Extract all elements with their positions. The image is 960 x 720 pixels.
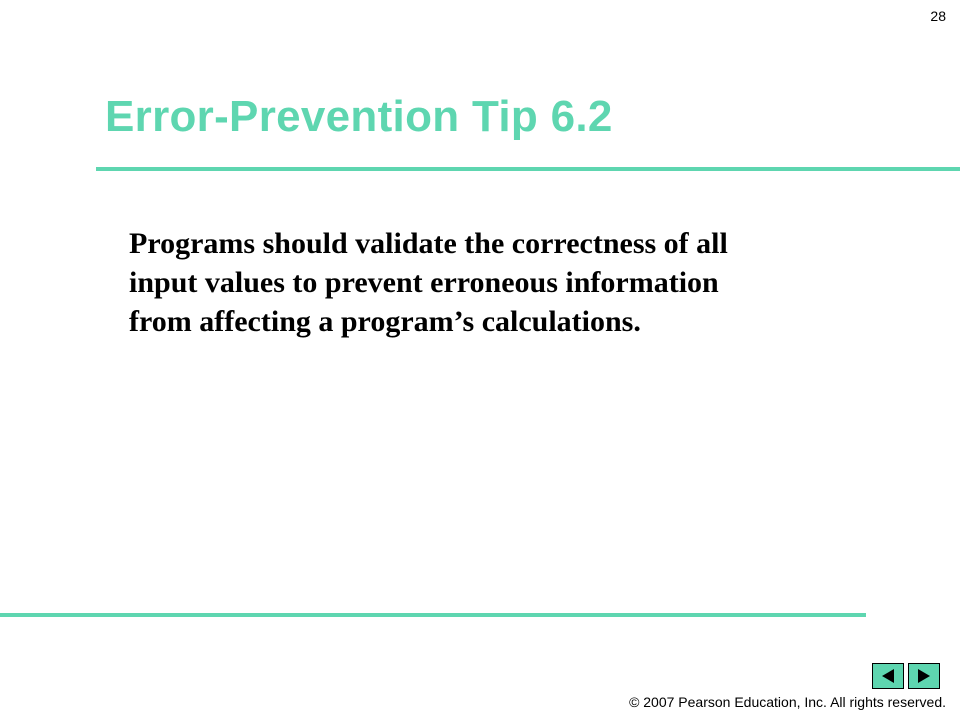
tip-body <box>129 224 909 341</box>
next-slide-button[interactable] <box>908 663 940 689</box>
slide-title: Error-Prevention Tip 6.2 <box>105 92 613 141</box>
tip-body-line: from affecting a program’s calculations. <box>129 305 641 338</box>
title-divider <box>96 167 960 171</box>
previous-slide-button[interactable] <box>872 663 904 689</box>
tip-body-line: input values to prevent erroneous information <box>129 266 719 299</box>
copyright-notice: © 2007 Pearson Education, Inc. All rights reserved. <box>629 694 946 710</box>
slide-navigation <box>872 663 940 689</box>
page-number: 28 <box>930 8 946 24</box>
triangle-right-icon <box>917 668 931 684</box>
footer-divider <box>0 613 866 617</box>
tip-body-line: Programs should validate the correctness of all <box>129 227 728 260</box>
triangle-left-icon <box>881 668 895 684</box>
